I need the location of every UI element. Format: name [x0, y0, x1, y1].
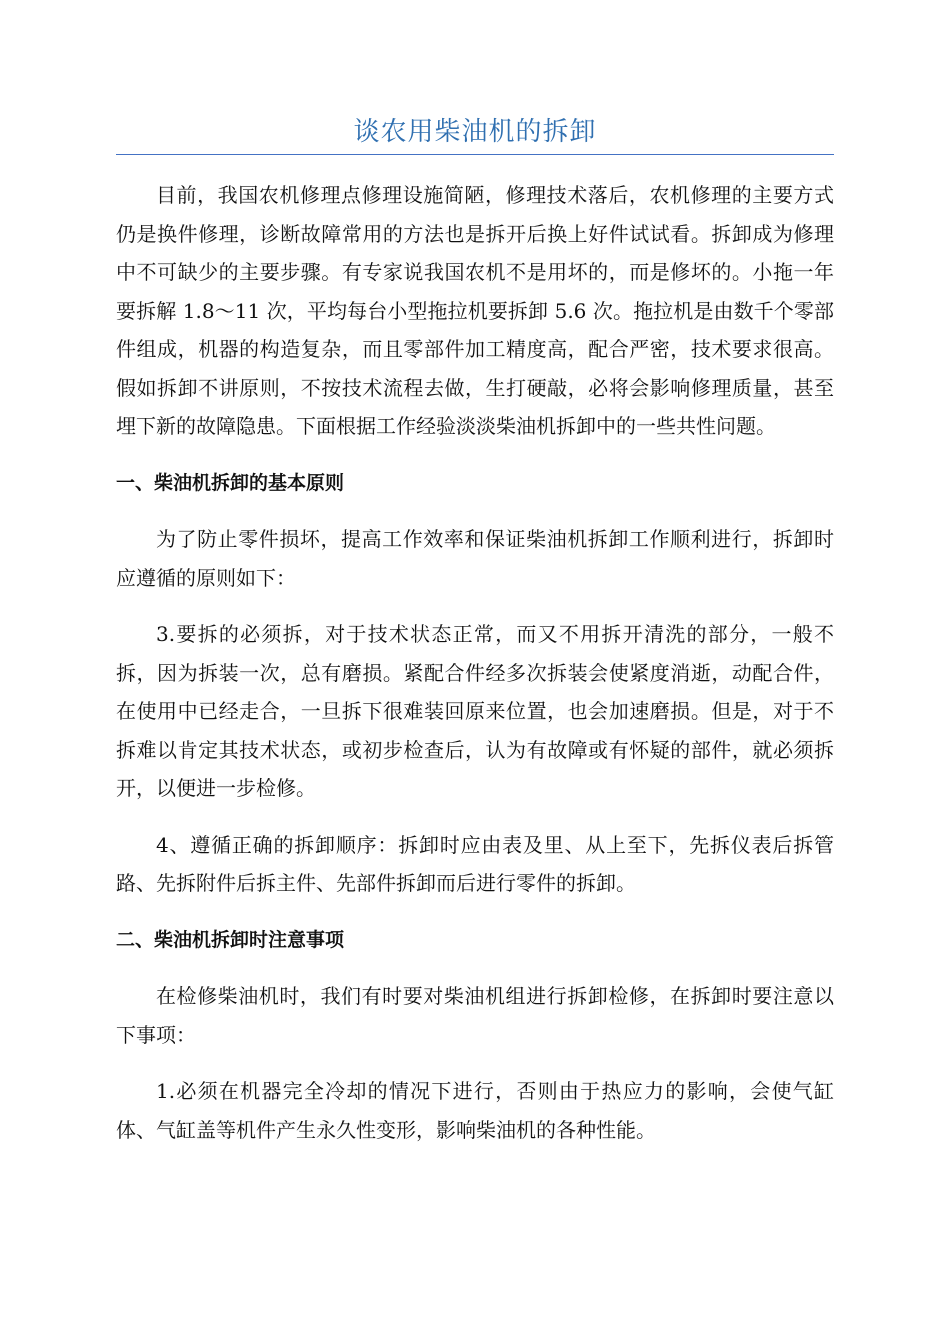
document-title: 谈农用柴油机的拆卸 [353, 117, 597, 147]
section-1-item-4-paragraph: 4、遵循正确的拆卸顺序：拆卸时应由表及里、从上至下，先拆仪表后拆管路、先拆附件后拆主件、先部件拆卸而后进行零件的拆卸。 [116, 832, 834, 895]
intro-paragraph: 目前，我国农机修理点修理设施简陋，修理技术落后，农机修理的主要方式仍是换件修理，诊断故障常用的方法也是拆开后换上好件试试看。拆卸成为修理中不可缺少的主要步骤。有专家说我国农机不是用坏的，而是修坏的。小拖一年要拆解 1.8～11 次，平均每台小型拖拉机要拆卸 5.6 次。拖拉机是由数千个零部件组成，机器的构造复杂，而且零部件加工精度高，配合严密，技术要求很高。假如拆卸不讲原则，不按技术流程去做，生打硬敲，必将会影响修理质量，甚至埋下新的故障隐患。下面根据工作经验淡淡柴油机拆卸中的一些共性问题。 [116, 183, 834, 438]
section-1-lead-paragraph: 为了防止零件损坏，提高工作效率和保证柴油机拆卸工作顺利进行，拆卸时应遵循的原则如下： [116, 527, 834, 590]
title-underline [116, 154, 834, 155]
section-2-heading: 二、柴油机拆卸时注意事项 [116, 928, 345, 951]
section-2-item-1-paragraph: 1.必须在机器完全冷却的情况下进行，否则由于热应力的影响，会使气缸体、气缸盖等机件产生永久性变形，影响柴油机的各种性能。 [116, 1079, 834, 1142]
section-1-item-3-paragraph: 3.要拆的必须拆，对于技术状态正常，而又不用拆开清洗的部分，一般不拆，因为拆装一次，总有磨损。紧配合件经多次拆装会使紧度消逝，动配合件，在使用中已经走合，一旦拆下很难装回原来位置，也会加速磨损。但是，对于不拆难以肯定其技术状态，或初步检查后，认为有故障或有怀疑的部件，就必须拆开，以便进一步检修。 [116, 622, 834, 800]
section-1-heading: 一、柴油机拆卸的基本原则 [116, 471, 345, 494]
document-body [116, 176, 834, 1167]
section-2-lead-paragraph: 在检修柴油机时，我们有时要对柴油机组进行拆卸检修，在拆卸时要注意以下事项： [116, 984, 834, 1047]
